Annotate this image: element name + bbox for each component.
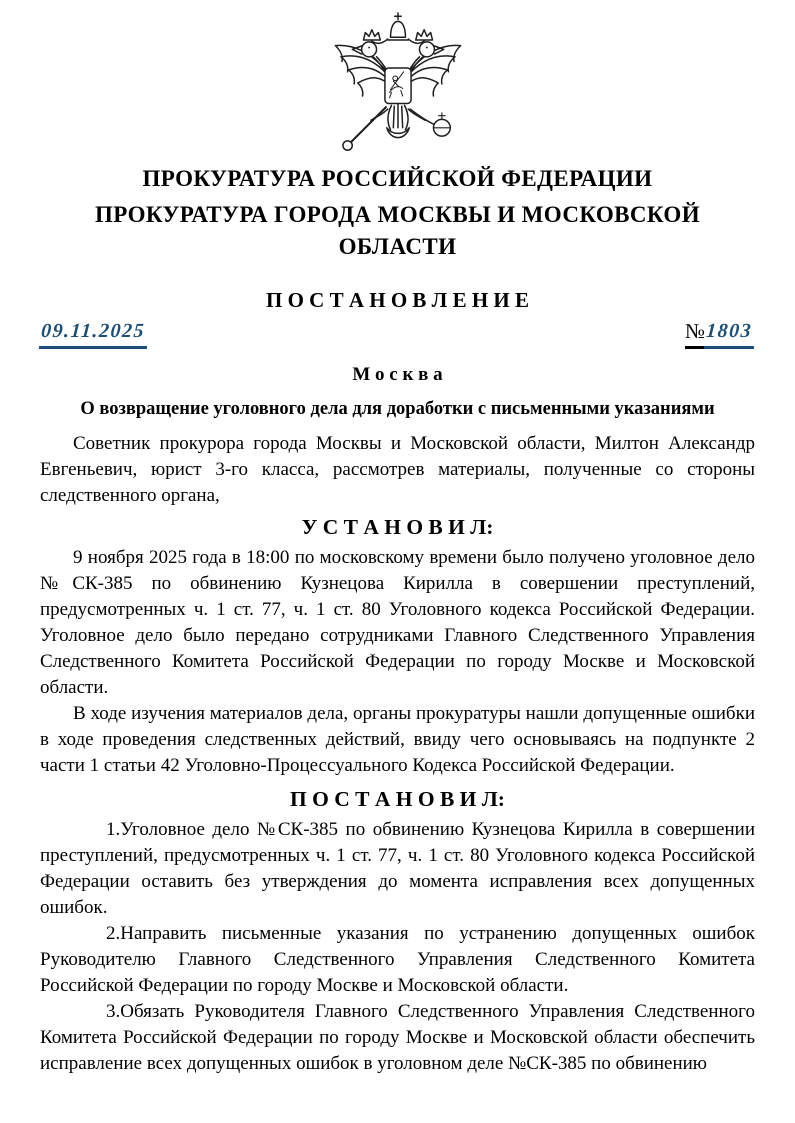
org-name-line-2: ПРОКУРАТУРА ГОРОДА МОСКВЫ И МОСКОВСКОЙ ОБЛАСТИ: [95, 202, 700, 259]
item-1-text: Уголовное дело №СК-385 по обвинению Кузнецова Кирилла в совершении преступлений, предусмотренных ч. 1 ст. 77, ч. 1 ст. 80 Уголовного кодекса Российской Федерации оставить без утверждения до момента исправления всех допущенных ошибок.: [40, 819, 755, 918]
russia-coat-of-arms-icon: [40, 10, 755, 157]
document-type-title: П О С Т А Н О В Л Е Н И Е: [265, 288, 529, 312]
date-number-row: [40, 317, 755, 349]
item-2-text: Направить письменные указания по устранению допущенных ошибок Руководителю Главного Следственного Управления Следственного Комитета Российской Федерации по городу Москве и Московской области.: [40, 923, 755, 996]
resolution-item-2: [40, 921, 755, 999]
ustanovil-paragraph-2: В ходе изучения материалов дела, органы прокуратуры нашли допущенные ошибки в ходе проведения следственных действий, ввиду чего основываясь на подпункте 2 части 1 статьи 42 Уголовно-Процессуального Кодекса Российской Федерации.: [40, 703, 755, 776]
item-2-number: 2.: [106, 923, 121, 944]
ustanovil-paragraph-1: 9 ноября 2025 года в 18:00 по московскому времени было получено уголовное дело №СК-385 по обвинению Кузнецова Кирилла в совершении преступлений, предусмотренных ч. 1 ст. 77, ч. 1 ст. 80 Уголовного кодекса Российской Федерации. Уголовное дело было передано сотрудниками Главного Следственного Управления Следственного Комитета Российской Федерации по городу Москве и Московской области.: [40, 547, 755, 698]
city-line: М о с к в а: [352, 364, 443, 385]
item-1-number: 1.: [106, 819, 121, 840]
subject-line: О возвращение уголовного дела для доработки с письменными указаниями: [80, 399, 715, 419]
resolution-item-1: [40, 817, 755, 921]
resolution-item-3: [40, 999, 755, 1077]
ustanovil-heading: У С Т А Н О В И Л:: [301, 515, 494, 539]
org-name-line-1: ПРОКУРАТУРА РОССИЙСКОЙ ФЕДЕРАЦИИ: [142, 166, 653, 191]
intro-paragraph: Советник прокурора города Москвы и Московской области, Милтон Александр Евгеньевич, юрист 3-го класса, рассмотрев материалы, полученные со стороны следственного органа,: [40, 433, 755, 506]
postanovil-heading: П О С Т А Н О В И Л:: [290, 787, 505, 811]
item-3-number: 3.: [106, 1001, 121, 1022]
document-date: 09.11.2025: [39, 317, 149, 349]
number-value: 1803: [704, 317, 756, 349]
number-sign: №: [685, 317, 705, 349]
item-3-text: Обязать Руководителя Главного Следственного Управления Следственного Комитета Российской Федерации по городу Москве и Московской области обеспечить исправление всех допущенных ошибок в уголовном деле №СК-385 по обвинению: [40, 1001, 755, 1074]
document-number: [685, 317, 755, 349]
